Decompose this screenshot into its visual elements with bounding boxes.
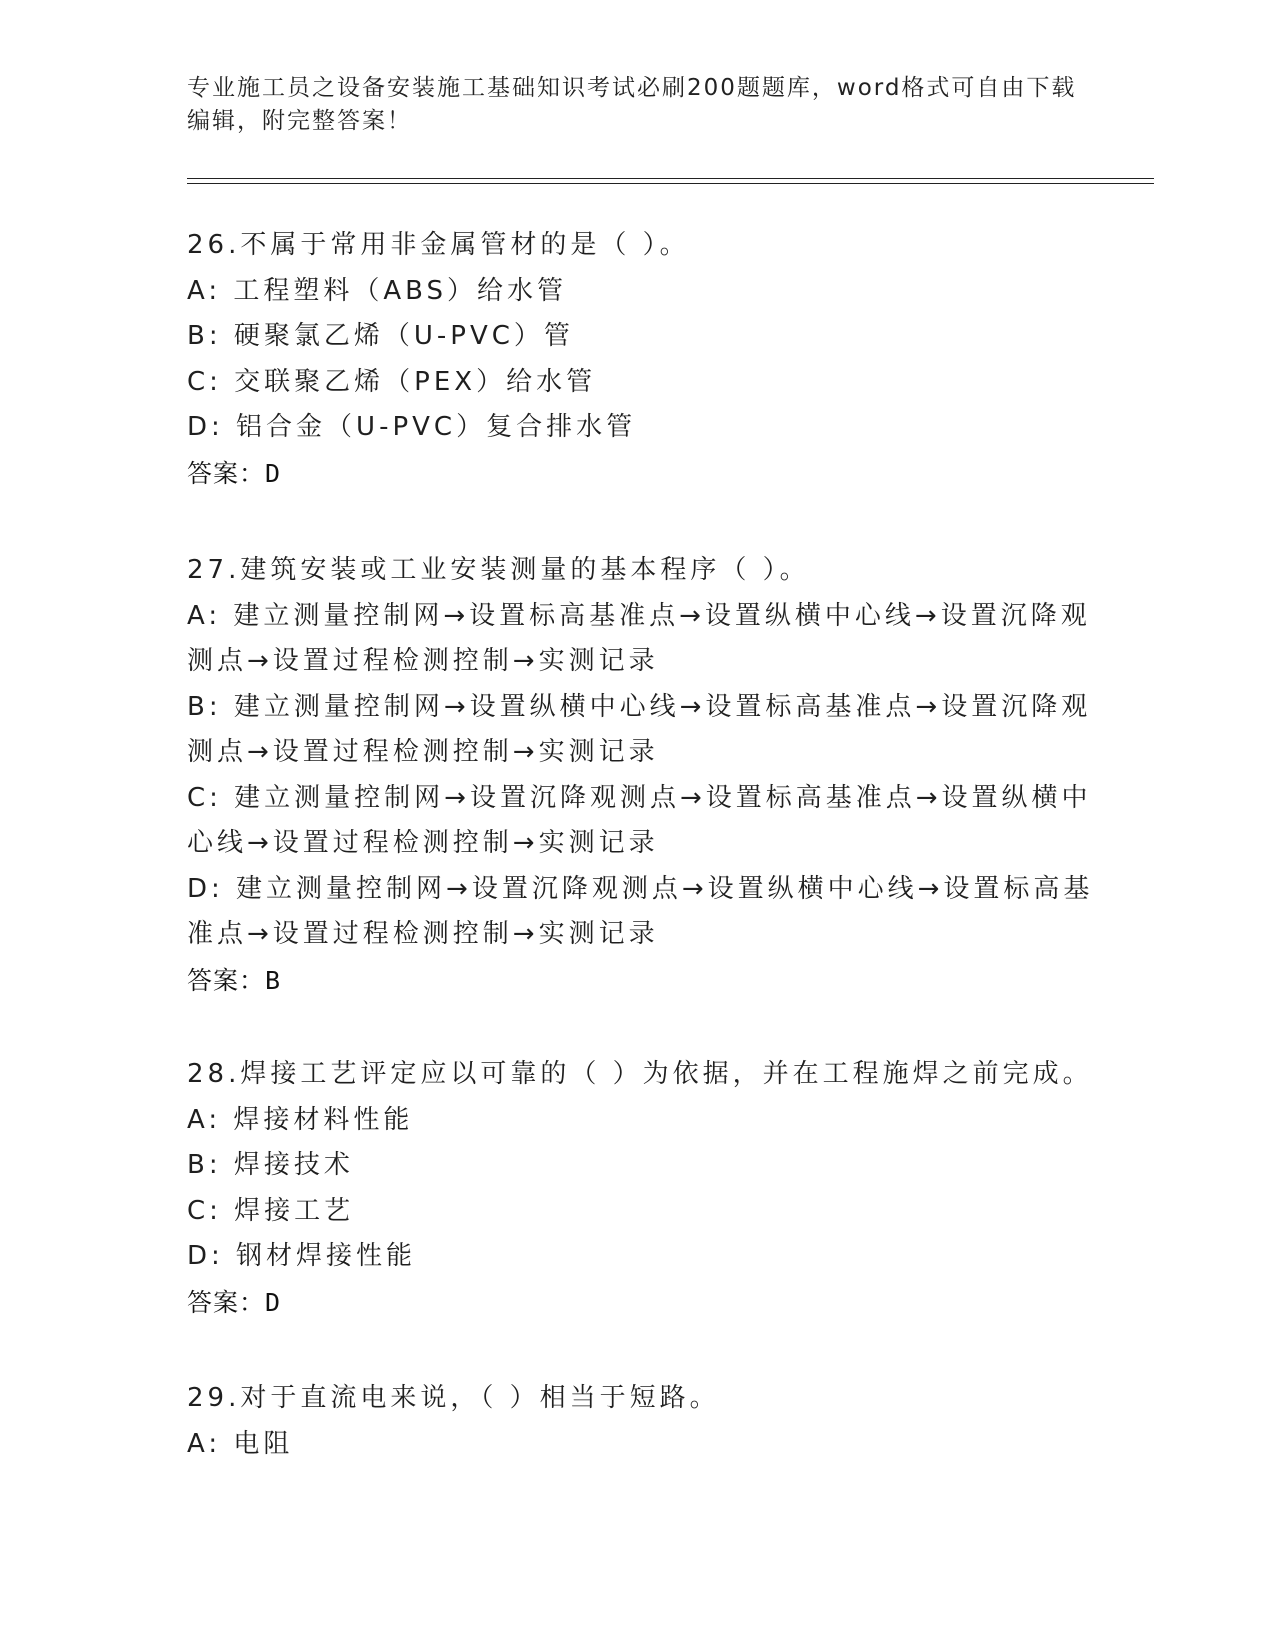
question-26 <box>187 223 1087 496</box>
option-b: B: 建立测量控制网→设置纵横中心线→设置标高基准点→设置沉降观 <box>187 691 1092 722</box>
option-a: A: 建立测量控制网→设置标高基准点→设置纵横中心线→设置沉降观 <box>187 600 1091 631</box>
answer-value: B <box>265 965 281 995</box>
option-b-cont: 测点→设置过程检测控制→实测记录 <box>187 737 659 767</box>
option-d: D: 钢材焊接性能 <box>187 1241 417 1271</box>
option-c: C: 焊接工艺 <box>187 1195 355 1226</box>
option-b: B: 硬聚氯乙烯（U-PVC）管 <box>187 321 574 351</box>
option-c-cont: 心线→设置过程检测控制→实测记录 <box>187 828 659 858</box>
question-28 <box>187 1052 1093 1325</box>
option-a: A: 电阻 <box>187 1428 294 1459</box>
question-stem: 27.建筑安装或工业安装测量的基本程序（ ）。 <box>187 555 810 585</box>
question-stem: 28.焊接工艺评定应以可靠的（ ）为依据，并在工程施焊之前完成。 <box>187 1059 1093 1089</box>
option-a: A: 工程塑料（ABS）给水管 <box>187 275 568 306</box>
document-header <box>187 72 1087 138</box>
option-a: A: 焊接材料性能 <box>187 1104 414 1135</box>
answer-value: D <box>265 458 281 488</box>
answer-label: 答案： <box>187 965 266 995</box>
answer-line <box>187 451 1087 497</box>
header-divider <box>187 178 1154 184</box>
option-c: C: 交联聚乙烯（PEX）给水管 <box>187 366 597 397</box>
option-d-cont: 准点→设置过程检测控制→实测记录 <box>187 919 659 949</box>
question-27 <box>187 548 1094 1003</box>
question-stem: 26.不属于常用非金属管材的是（ ）。 <box>187 230 690 260</box>
question-29 <box>187 1376 1087 1467</box>
answer-value: D <box>265 1287 281 1317</box>
option-a-cont: 测点→设置过程检测控制→实测记录 <box>187 646 659 676</box>
answer-line <box>187 1280 1087 1326</box>
option-c: C: 建立测量控制网→设置沉降观测点→设置标高基准点→设置纵横中 <box>187 782 1092 813</box>
answer-line <box>187 958 1087 1004</box>
option-b: B: 焊接技术 <box>187 1150 354 1180</box>
answer-label: 答案： <box>187 458 266 488</box>
header-line-1: 专业施工员之设备安装施工基础知识考试必刷200题题库，word格式可自由下载 <box>187 75 1077 101</box>
answer-label: 答案： <box>187 1287 266 1317</box>
option-d: D: 铝合金（U-PVC）复合排水管 <box>187 412 637 442</box>
header-line-2: 编辑，附完整答案！ <box>187 108 412 134</box>
question-stem: 29.对于直流电来说，（ ）相当于短路。 <box>187 1383 720 1413</box>
option-d: D: 建立测量控制网→设置沉降观测点→设置纵横中心线→设置标高基 <box>187 873 1094 904</box>
